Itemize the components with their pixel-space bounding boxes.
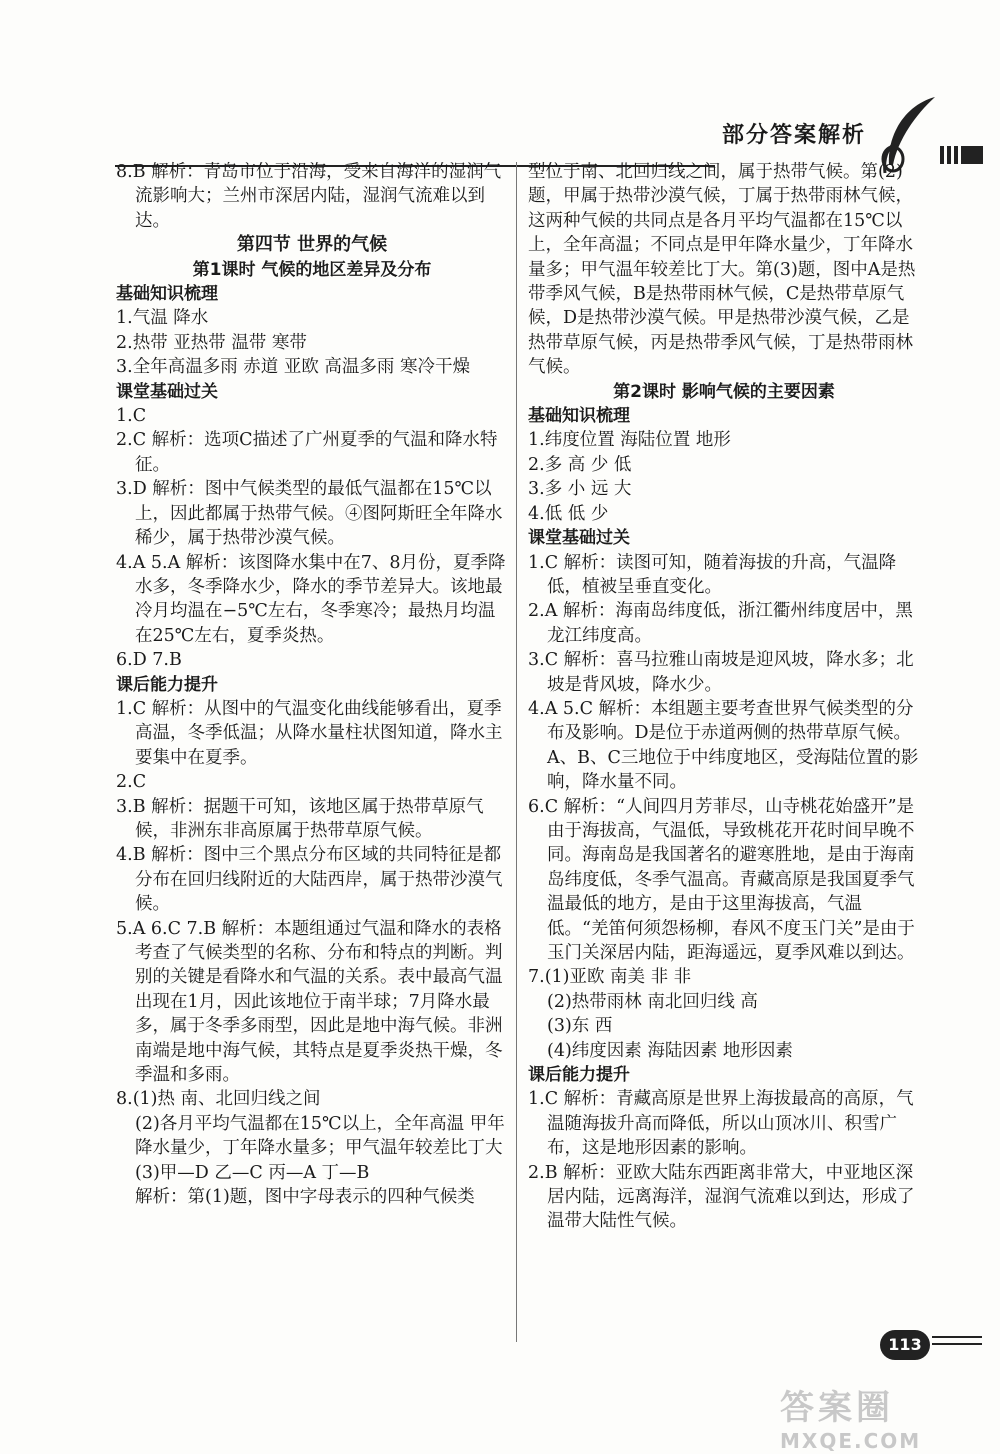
answer-item: 2.B 解析：亚欧大陆东西距离非常大，中亚地区深居内陆，远离海洋，湿润气流难以到达，形成了温带大陆性气候。: [528, 1162, 915, 1232]
section-heading: 第四节 世界的气候: [236, 234, 388, 256]
subsection-heading: 课堂基础过关: [528, 528, 630, 549]
subsection-heading: 课后能力提升: [528, 1065, 630, 1086]
answer-item: 4.A 5.A 解析：该图降水集中在7、8月份，夏季降水多，冬季降水少，降水的季节差异大。该地最冷月均温在−5℃左右，冬季寒冷；最热月均温在25℃左右，夏季炎热。: [116, 552, 506, 646]
answer-item: 3.多 小 远 大: [528, 479, 632, 500]
answer-item: 8.B 解析：青岛市位于沿海，受来自海洋的湿润气流影响大；兰州市深居内陆，湿润气流难以到达。: [116, 162, 502, 231]
answer-item: 3.全年高温多雨 赤道 亚欧 高温多雨 寒冷干燥: [116, 357, 470, 378]
answer-item: 3.D 解析：图中气候类型的最低气温都在15℃以上，因此都属于热带气候。④图阿斯旺全年降水稀少，属于热带沙漠气候。: [116, 479, 503, 549]
answer-item: 1.气温 降水: [116, 308, 209, 329]
lesson-heading: 第2课时 影响气候的主要因素: [613, 381, 835, 402]
lesson-heading: 第1课时 气候的地区差异及分布: [192, 259, 432, 280]
answer-item: 6.D 7.B: [116, 650, 182, 671]
column-divider: [516, 162, 517, 1342]
answer-item: 3.B 解析：据题干可知，该地区属于热带草原气候，非洲东非高原属于热带草原气候。: [116, 796, 484, 841]
answer-item: 4.A 5.C 解析：本组题主要考查世界气候类型的分布及影响。D是位于赤道两侧的热带草原气候。A、B、C三地位于中纬度地区，受海陆位置的影响，降水量不同。: [528, 698, 919, 793]
subsection-heading: 基础知识梳理: [528, 406, 630, 427]
answer-item: 4.低 低 少: [528, 503, 609, 524]
answer-item: 1.C: [116, 406, 147, 427]
answer-item: 6.C 解析：“人间四月芳菲尽，山寺桃花始盛开”是由于海拔高，气温低，导致桃花开花时间早晚不同。海南岛是我国著名的避寒胜地，是由于海南岛纬度低，冬季气温高。青藏高原是我国夏季气温最低的地方，是由于这里海拔高，气温低。“羌笛何须怨杨柳，春风不度玉门关”是由于玉门关深居内陆，距海遥远，夏季风难以到达。: [528, 796, 915, 963]
answer-item: 4.B 解析：图中三个黑点分布区域的共同特征是都分布在回归线附近的大陆西岸，属于热带沙漠气候。: [116, 845, 503, 915]
answer-item: 1.C 解析：读图可知，随着海拔的升高，气温降低，植被呈垂直变化。: [528, 552, 897, 597]
header-title: 部分答案解析: [722, 123, 867, 148]
answer-item: 8.(1)热 南、北回归线之间: [116, 1089, 321, 1110]
answer-item: 2.热带 亚热带 温带 寒带: [116, 332, 307, 353]
answer-continuation: 型位于南、北回归线之间，属于热带气候。第(2)题，甲属于热带沙漠气候，丁属于热带雨林气候，这两种气候的共同点是各月平均气温都在15℃以上，全年高温；不同点是甲年降水量少，丁年降水量多；甲气温年较差比丁大。第(3)题，图中A是热带季风气候，B是热带雨林气候，C是热带草原气候，D是热带沙漠气候。甲是热带沙漠气候，乙是热带草原气候，丙是热带季风气候，丁是热带雨林气候。: [528, 162, 916, 378]
answer-item: 1.C 解析：青藏高原是世界上海拔最高的高原，气温随海拔升高而降低，所以山顶冰川、积雪广布，这是地形因素的影响。: [528, 1089, 914, 1159]
subsection-heading: 课堂基础过关: [116, 381, 218, 402]
answer-item: 1.纬度位置 海陆位置 地形: [528, 430, 731, 451]
answer-subitem: (3)东 西: [547, 1016, 613, 1037]
answer-subitem: (4)纬度因素 海陆因素 地形因素: [547, 1040, 793, 1061]
answer-item: 2.A 解析：海南岛纬度低，浙江衢州纬度居中，黑龙江纬度高。: [528, 601, 913, 646]
subsection-heading: 基础知识梳理: [116, 284, 218, 305]
answer-item: 2.C: [116, 772, 147, 793]
right-column: [528, 160, 920, 1234]
left-column: [116, 160, 508, 1209]
watermark-logo: 答案圈: [780, 1388, 894, 1428]
page-number: 113: [880, 1330, 930, 1360]
page-number-lines: [932, 1336, 982, 1350]
subsection-heading: 课后能力提升: [116, 674, 218, 695]
answer-item: 5.A 6.C 7.B 解析：本题组通过气温和降水的表格考查了气候类型的名称、分布和特点的判断。判别的关键是看降水和气温的关系。表中最高气温出现在1月，因此该地位于南半球；7月降水最多，属于冬季多雨型，因此是地中海气候。非洲南端是地中海气候，其特点是夏季炎热干燥，冬季温和多雨。: [116, 918, 503, 1086]
answer-subitem: (2)各月平均气温都在15℃以上，全年高温 甲年降水量少，丁年降水量多；甲气温年较差比丁大: [135, 1113, 505, 1159]
answer-subitem: (3)甲—D 乙—C 丙—A 丁—B: [135, 1162, 370, 1183]
answer-subitem: (2)热带雨林 南北回归线 高: [547, 991, 758, 1012]
answer-item: 2.C 解析：选项C描述了广州夏季的气温和降水特征。: [116, 430, 498, 475]
answer-item: 7.(1)亚欧 南美 非 非: [528, 967, 692, 988]
watermark: [780, 1380, 990, 1453]
answer-item: 1.C 解析：从图中的气温变化曲线能够看出，夏季高温，冬季低温；从降水量柱状图知道，降水主要集中在夏季。: [116, 698, 503, 768]
header-bars-decoration: [940, 146, 986, 168]
watermark-url: MXQE.COM: [780, 1429, 922, 1453]
answer-item: 3.C 解析：喜马拉雅山南坡是迎风坡，降水多；北坡是背风坡，降水少。: [528, 650, 914, 695]
answer-item: 2.多 高 少 低: [528, 454, 632, 475]
answer-subitem: 解析：第(1)题，图中字母表示的四种气候类: [135, 1187, 475, 1208]
